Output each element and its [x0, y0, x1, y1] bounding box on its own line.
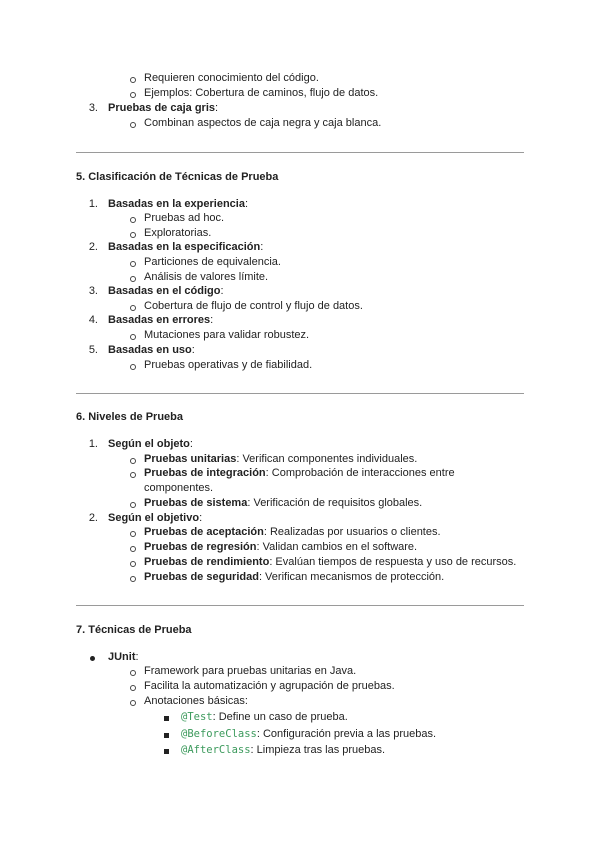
term-description: Verificación de requisitos globales.: [250, 497, 423, 509]
list-number: 4.: [88, 314, 98, 326]
annotation-description: : Configuración previa a las pruebas.: [256, 728, 437, 740]
list-item: Cobertura de flujo de control y flujo de datos.: [144, 300, 363, 312]
circle-bullet-icon: [130, 217, 136, 223]
circle-bullet-icon: [130, 232, 136, 238]
term: Pruebas de aceptación: [144, 526, 264, 538]
list-item: JUnit:: [108, 651, 139, 663]
list-item-continuation: componentes.: [144, 482, 214, 494]
list-number: 1.: [88, 438, 98, 450]
term: Pruebas de seguridad: [144, 571, 259, 583]
list-item: Basadas en el código:: [108, 285, 224, 297]
list-number: 3.: [88, 285, 98, 297]
circle-bullet-icon: [130, 364, 136, 370]
term: Pruebas de regresión: [144, 541, 257, 553]
term-description: Validan cambios en el software.: [259, 541, 418, 553]
square-bullet-icon: [164, 716, 169, 721]
circle-bullet-icon: [130, 502, 136, 508]
circle-bullet-icon: [130, 276, 136, 282]
list-item: Facilita la automatización y agrupación de pruebas.: [144, 680, 395, 692]
list-item: Anotaciones básicas:: [144, 695, 248, 707]
list-item-title: Pruebas de caja gris: [108, 102, 215, 114]
code-annotation: @BeforeClass: [181, 728, 257, 740]
term-description: Evalúan tiempos de respuesta y uso de recursos.: [272, 556, 517, 568]
disc-bullet-icon: [90, 656, 95, 661]
list-item: Combinan aspectos de caja negra y caja blanca.: [144, 117, 382, 129]
list-item: Pruebas de aceptación: Realizadas por usuarios o clientes.: [144, 526, 441, 538]
list-item: Pruebas de seguridad: Verifican mecanismos de protección.: [144, 571, 445, 583]
list-item: Según el objeto:: [108, 438, 193, 450]
divider: [76, 152, 524, 153]
code-annotation: @Test: [181, 711, 213, 723]
list-item: Pruebas de regresión: Validan cambios en el software.: [144, 541, 418, 553]
circle-bullet-icon: [130, 92, 136, 98]
term: Pruebas de rendimiento: [144, 556, 270, 568]
circle-bullet-icon: [130, 122, 136, 128]
circle-bullet-icon: [130, 531, 136, 537]
list-item: Pruebas de rendimiento: Evalúan tiempos de respuesta y uso de recursos.: [144, 556, 517, 568]
list-item: Pruebas operativas y de fiabilidad.: [144, 359, 313, 371]
circle-bullet-icon: [130, 458, 136, 464]
list-item: Basadas en la especificación:: [108, 241, 264, 253]
list-item: [181, 743, 385, 757]
term: Pruebas de sistema: [144, 497, 248, 509]
list-item: Exploratorias.: [144, 227, 212, 239]
list-number: 3.: [88, 102, 98, 114]
list-item-title: Basadas en errores: [108, 314, 211, 326]
section-heading: 7. Técnicas de Prueba: [76, 624, 192, 636]
term-description: Verifican componentes individuales.: [239, 453, 418, 465]
square-bullet-icon: [164, 733, 169, 738]
circle-bullet-icon: [130, 472, 136, 478]
list-item-title: Basadas en el código: [108, 285, 221, 297]
circle-bullet-icon: [130, 261, 136, 267]
term-description: Realizadas por usuarios o clientes.: [266, 526, 441, 538]
list-item: Requieren conocimiento del código.: [144, 72, 319, 84]
circle-bullet-icon: [130, 77, 136, 83]
square-bullet-icon: [164, 749, 169, 754]
list-item: Particiones de equivalencia.: [144, 256, 281, 268]
term-description: Comprobación de interacciones entre: [268, 467, 455, 479]
divider: [76, 393, 524, 394]
circle-bullet-icon: [130, 561, 136, 567]
list-item: Mutaciones para validar robustez.: [144, 329, 310, 341]
list-item: Basadas en errores:: [108, 314, 214, 326]
circle-bullet-icon: [130, 685, 136, 691]
section-heading: 5. Clasificación de Técnicas de Prueba: [76, 171, 279, 183]
circle-bullet-icon: [130, 305, 136, 311]
list-item: Framework para pruebas unitarias en Java.: [144, 665, 357, 677]
code-annotation: @AfterClass: [181, 744, 251, 756]
circle-bullet-icon: [130, 700, 136, 706]
divider: [76, 605, 524, 606]
list-item: Basadas en uso:: [108, 344, 195, 356]
list-item-title: Según el objetivo: [108, 512, 200, 524]
circle-bullet-icon: [130, 334, 136, 340]
list-number: 2.: [88, 512, 98, 524]
list-item: Análisis de valores límite.: [144, 271, 269, 283]
term: Pruebas unitarias: [144, 453, 237, 465]
list-item: Pruebas de caja gris:: [108, 102, 219, 114]
list-item: Según el objetivo:: [108, 512, 203, 524]
list-item-title: JUnit: [108, 651, 136, 663]
list-item: Pruebas unitarias: Verifican componentes individuales.: [144, 453, 418, 465]
list-item-title: Basadas en uso: [108, 344, 192, 356]
annotation-description: : Define un caso de prueba.: [212, 711, 348, 723]
list-item: Pruebas de integración: Comprobación de interacciones entre: [144, 467, 455, 479]
list-item: Ejemplos: Cobertura de caminos, flujo de datos.: [144, 87, 379, 99]
circle-bullet-icon: [130, 576, 136, 582]
list-number: 5.: [88, 344, 98, 356]
list-item: [181, 727, 436, 741]
circle-bullet-icon: [130, 670, 136, 676]
term-description: Verifican mecanismos de protección.: [262, 571, 445, 583]
list-item: Pruebas de sistema: Verificación de requisitos globales.: [144, 497, 423, 509]
list-number: 1.: [88, 198, 98, 210]
list-item: Basadas en la experiencia:: [108, 198, 249, 210]
list-item: Pruebas ad hoc.: [144, 212, 225, 224]
list-item-title: Según el objeto: [108, 438, 190, 450]
list-item-title: Basadas en la experiencia: [108, 198, 245, 210]
list-item: [181, 710, 348, 724]
annotation-description: : Limpieza tras las pruebas.: [250, 744, 386, 756]
section-heading: 6. Niveles de Prueba: [76, 411, 183, 423]
list-number: 2.: [88, 241, 98, 253]
circle-bullet-icon: [130, 546, 136, 552]
list-item-title: Basadas en la especificación: [108, 241, 261, 253]
term: Pruebas de integración: [144, 467, 266, 479]
